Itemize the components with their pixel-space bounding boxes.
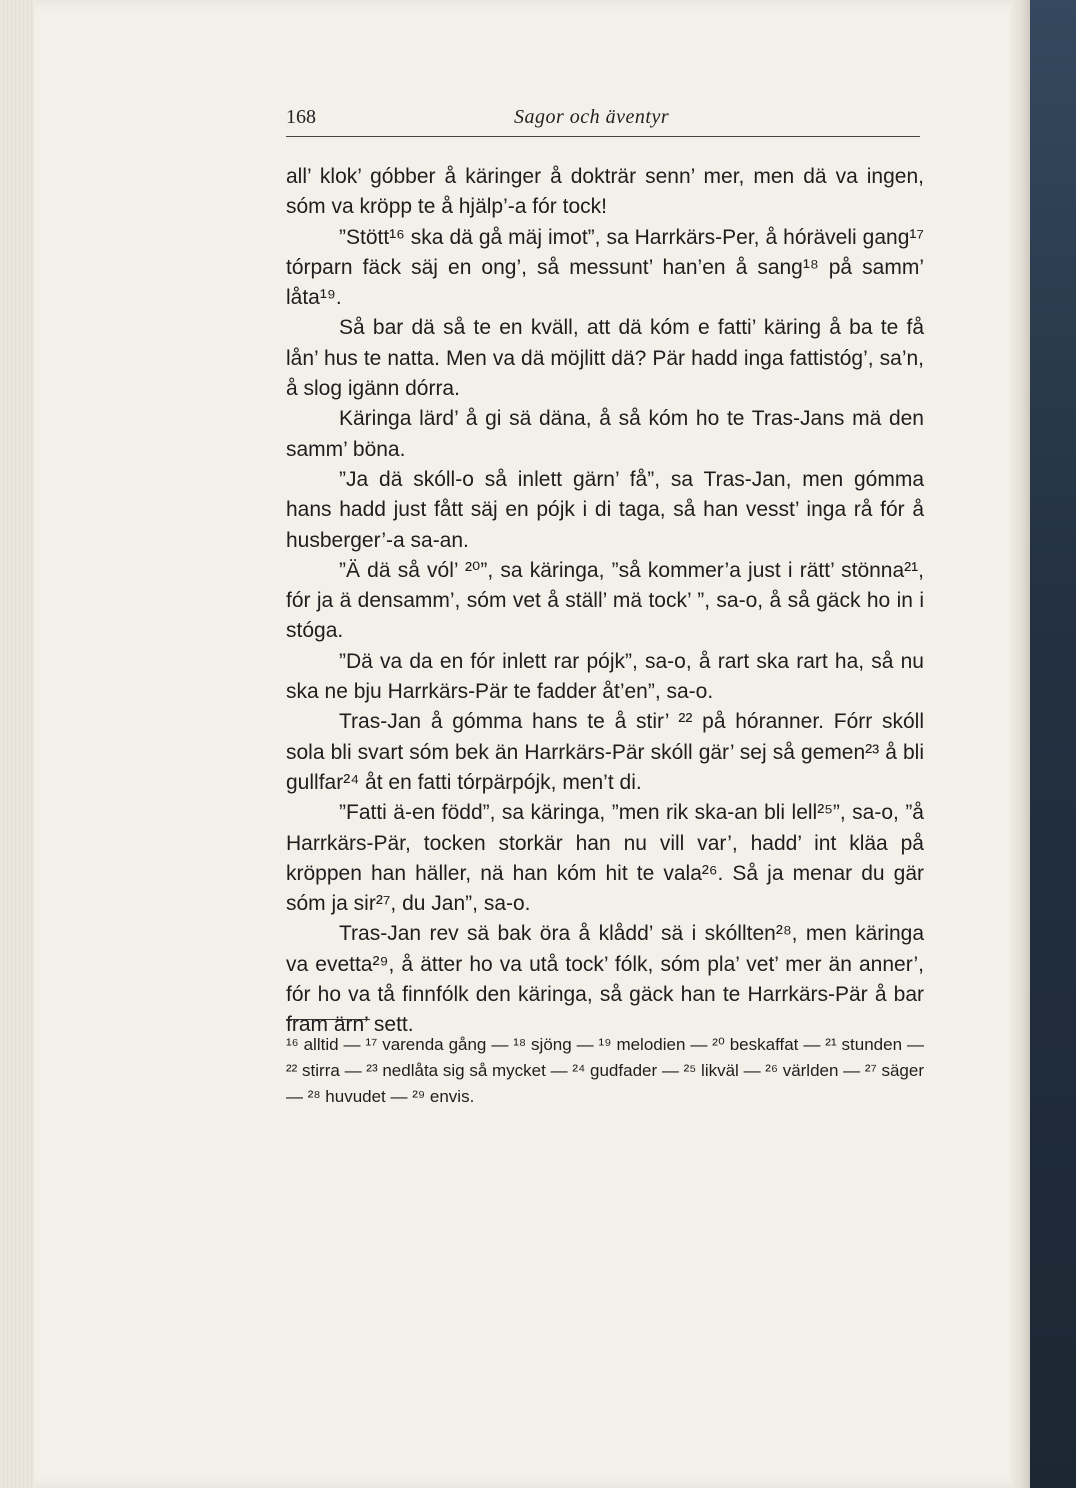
paragraph-3: Så bar dä så te en kväll, att dä kóm e fatti’ käring å ba te få lån’ hus te natta. Men va dä möjlitt dä? Pär hadd inga fattistóg’, sa’n, å slog igänn dórra. [286,316,924,401]
paragraph-6: ”Ä dä så vól’ ²⁰”, sa käringa, ”så kommer’a just i rätt’ stönna²¹, fór ja ä densamm’, sóm vet å ställ’ mä tock’ ”, sa-o, å så gäck ho in i stóga. [286,558,924,643]
footnotes: ¹⁶ alltid — ¹⁷ varenda gång — ¹⁸ sjöng — ¹⁹ melodien — ²⁰ beskaffat — ²¹ stunden — ²² stirra — ²³ nedlåta sig så mycket — ²⁴ gudfader — ²⁵ likväl — ²⁶ världen — ²⁷ säger — ²⁸ huvudet — ²⁹ envis. [286,1035,924,1106]
paragraph-8: Tras-Jan å gómma hans te å stir’ ²² på hóranner. Fórr skóll sola bli svart sóm bek än Harrkärs-Pär skóll gär’ sej så gemen²³ å bli gullfar²⁴ åt en fatti tórpärpójk, men’t di. [286,710,924,794]
paragraph-2: ”Stött¹⁶ ska dä gå mäj imot”, sa Harrkärs-Per, å hóräveli gang¹⁷ tórparn fäck säj en ong’, så messunt’ han’en å sang¹⁸ på samm’ låta¹⁹. [286,225,924,310]
book-cover-edge [1030,0,1076,1488]
paragraph-9: ”Fatti ä-en född”, sa käringa, ”men rik ska-an bli lell²⁵”, sa-o, ”å Harrkärs-Pär, tocken storkär han nu vill var’, hadd’ int kläa på kröppen han häller, nä han kóm hit te vala²⁶. Så ja menar du gär sóm ja sir²⁷, du Jan”, sa-o. [286,801,924,916]
running-head: Sagor och äventyr [514,106,670,128]
body-text [286,162,924,1041]
page-number: 168 [286,106,316,128]
page-gutter [1010,0,1030,1488]
paragraph-5: ”Ja dä skóll-o så inlett gärn’ få”, sa Tras-Jan, men gómma hans hadd just fått säj en pójk i di taga, så han vesst’ inga rå fór å husberger’-a sa-an. [286,467,924,552]
paragraph-1: all’ klok’ góbber å käringer å dokträr senn’ mer, men dä va ingen, sóm va kröpp te å hjälp’-a fór tock! [286,165,924,219]
paragraph-7: ”Dä va da en fór inlett rar pójk”, sa-o, å rart ska rart ha, så nu ska ne bju Harrkärs-Pär te fadder åt’en”, sa-o. [286,649,924,704]
page-header [286,104,920,137]
footnote-rule [286,1019,370,1020]
page-edges [0,0,34,1488]
paragraph-10: Tras-Jan rev sä bak öra å klådd’ sä i skóllten²⁸, men käringa va evetta²⁹, å ätter ho va utå tock’ fólk, sóm pla’ vet’ mer än anner’, fór ho va tå finnfólk den käringa, så gäck han te Harrkärs-Pär å bar fram ärn’ sett. [286,922,924,1037]
paragraph-4: Käringa lärd’ å gi sä däna, å så kóm ho te Tras-Jans mä den samm’ böna. [286,407,924,461]
